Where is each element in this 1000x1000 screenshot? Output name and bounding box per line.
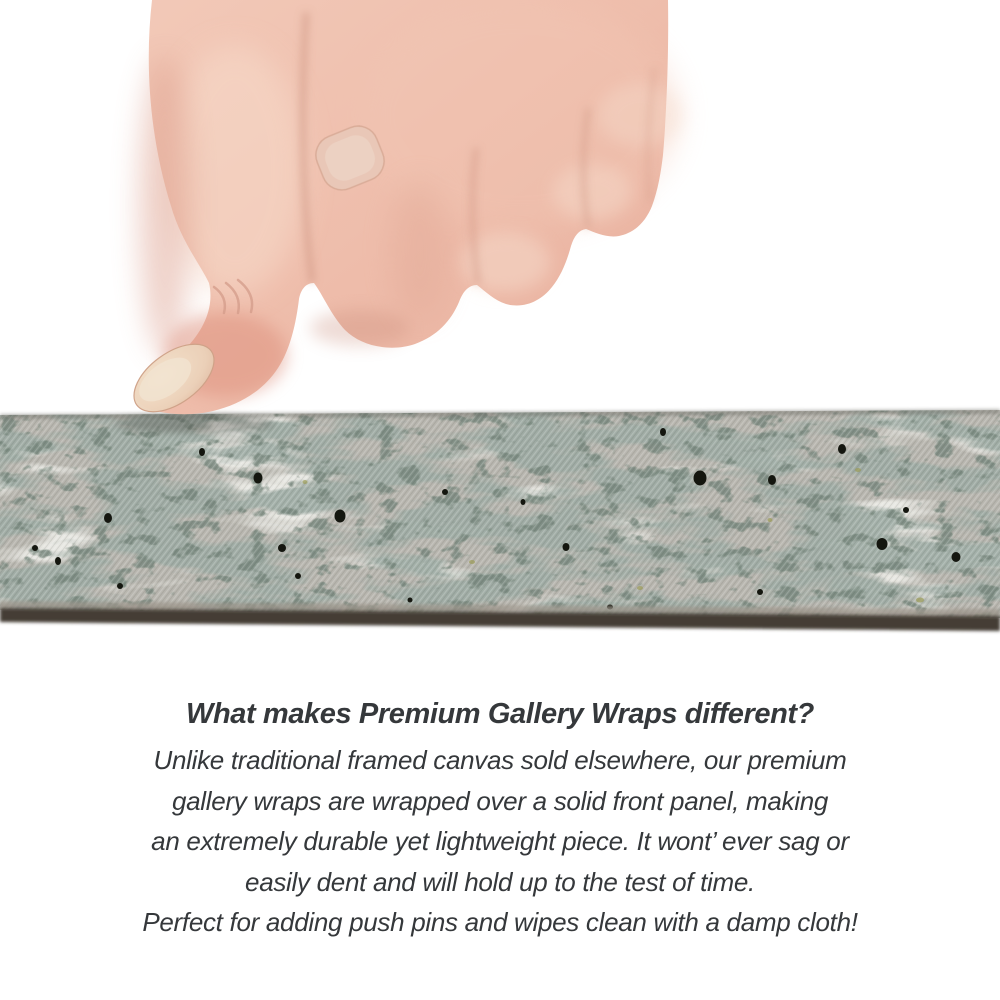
body-line-4: easily dent and will hold up to the test of time. [245,866,755,897]
marketing-copy [0,698,1000,943]
body-line-2: gallery wraps are wrapped over a solid front panel, making [171,785,829,816]
body-line-1: Unlike traditional framed canvas sold elsewhere, our premium [153,745,847,775]
canvas-strip [0,395,1000,635]
headline: What makes Premium Gallery Wraps different? [186,698,814,730]
hand-illustration [122,0,682,425]
thumb-contact-shadow [115,415,275,433]
body-line-5: Perfect for adding push pins and wipes clean with a damp cloth! [142,907,858,938]
body-line-3: an extremely durable yet lightweight piece. It wont’ ever sag or [151,826,849,857]
